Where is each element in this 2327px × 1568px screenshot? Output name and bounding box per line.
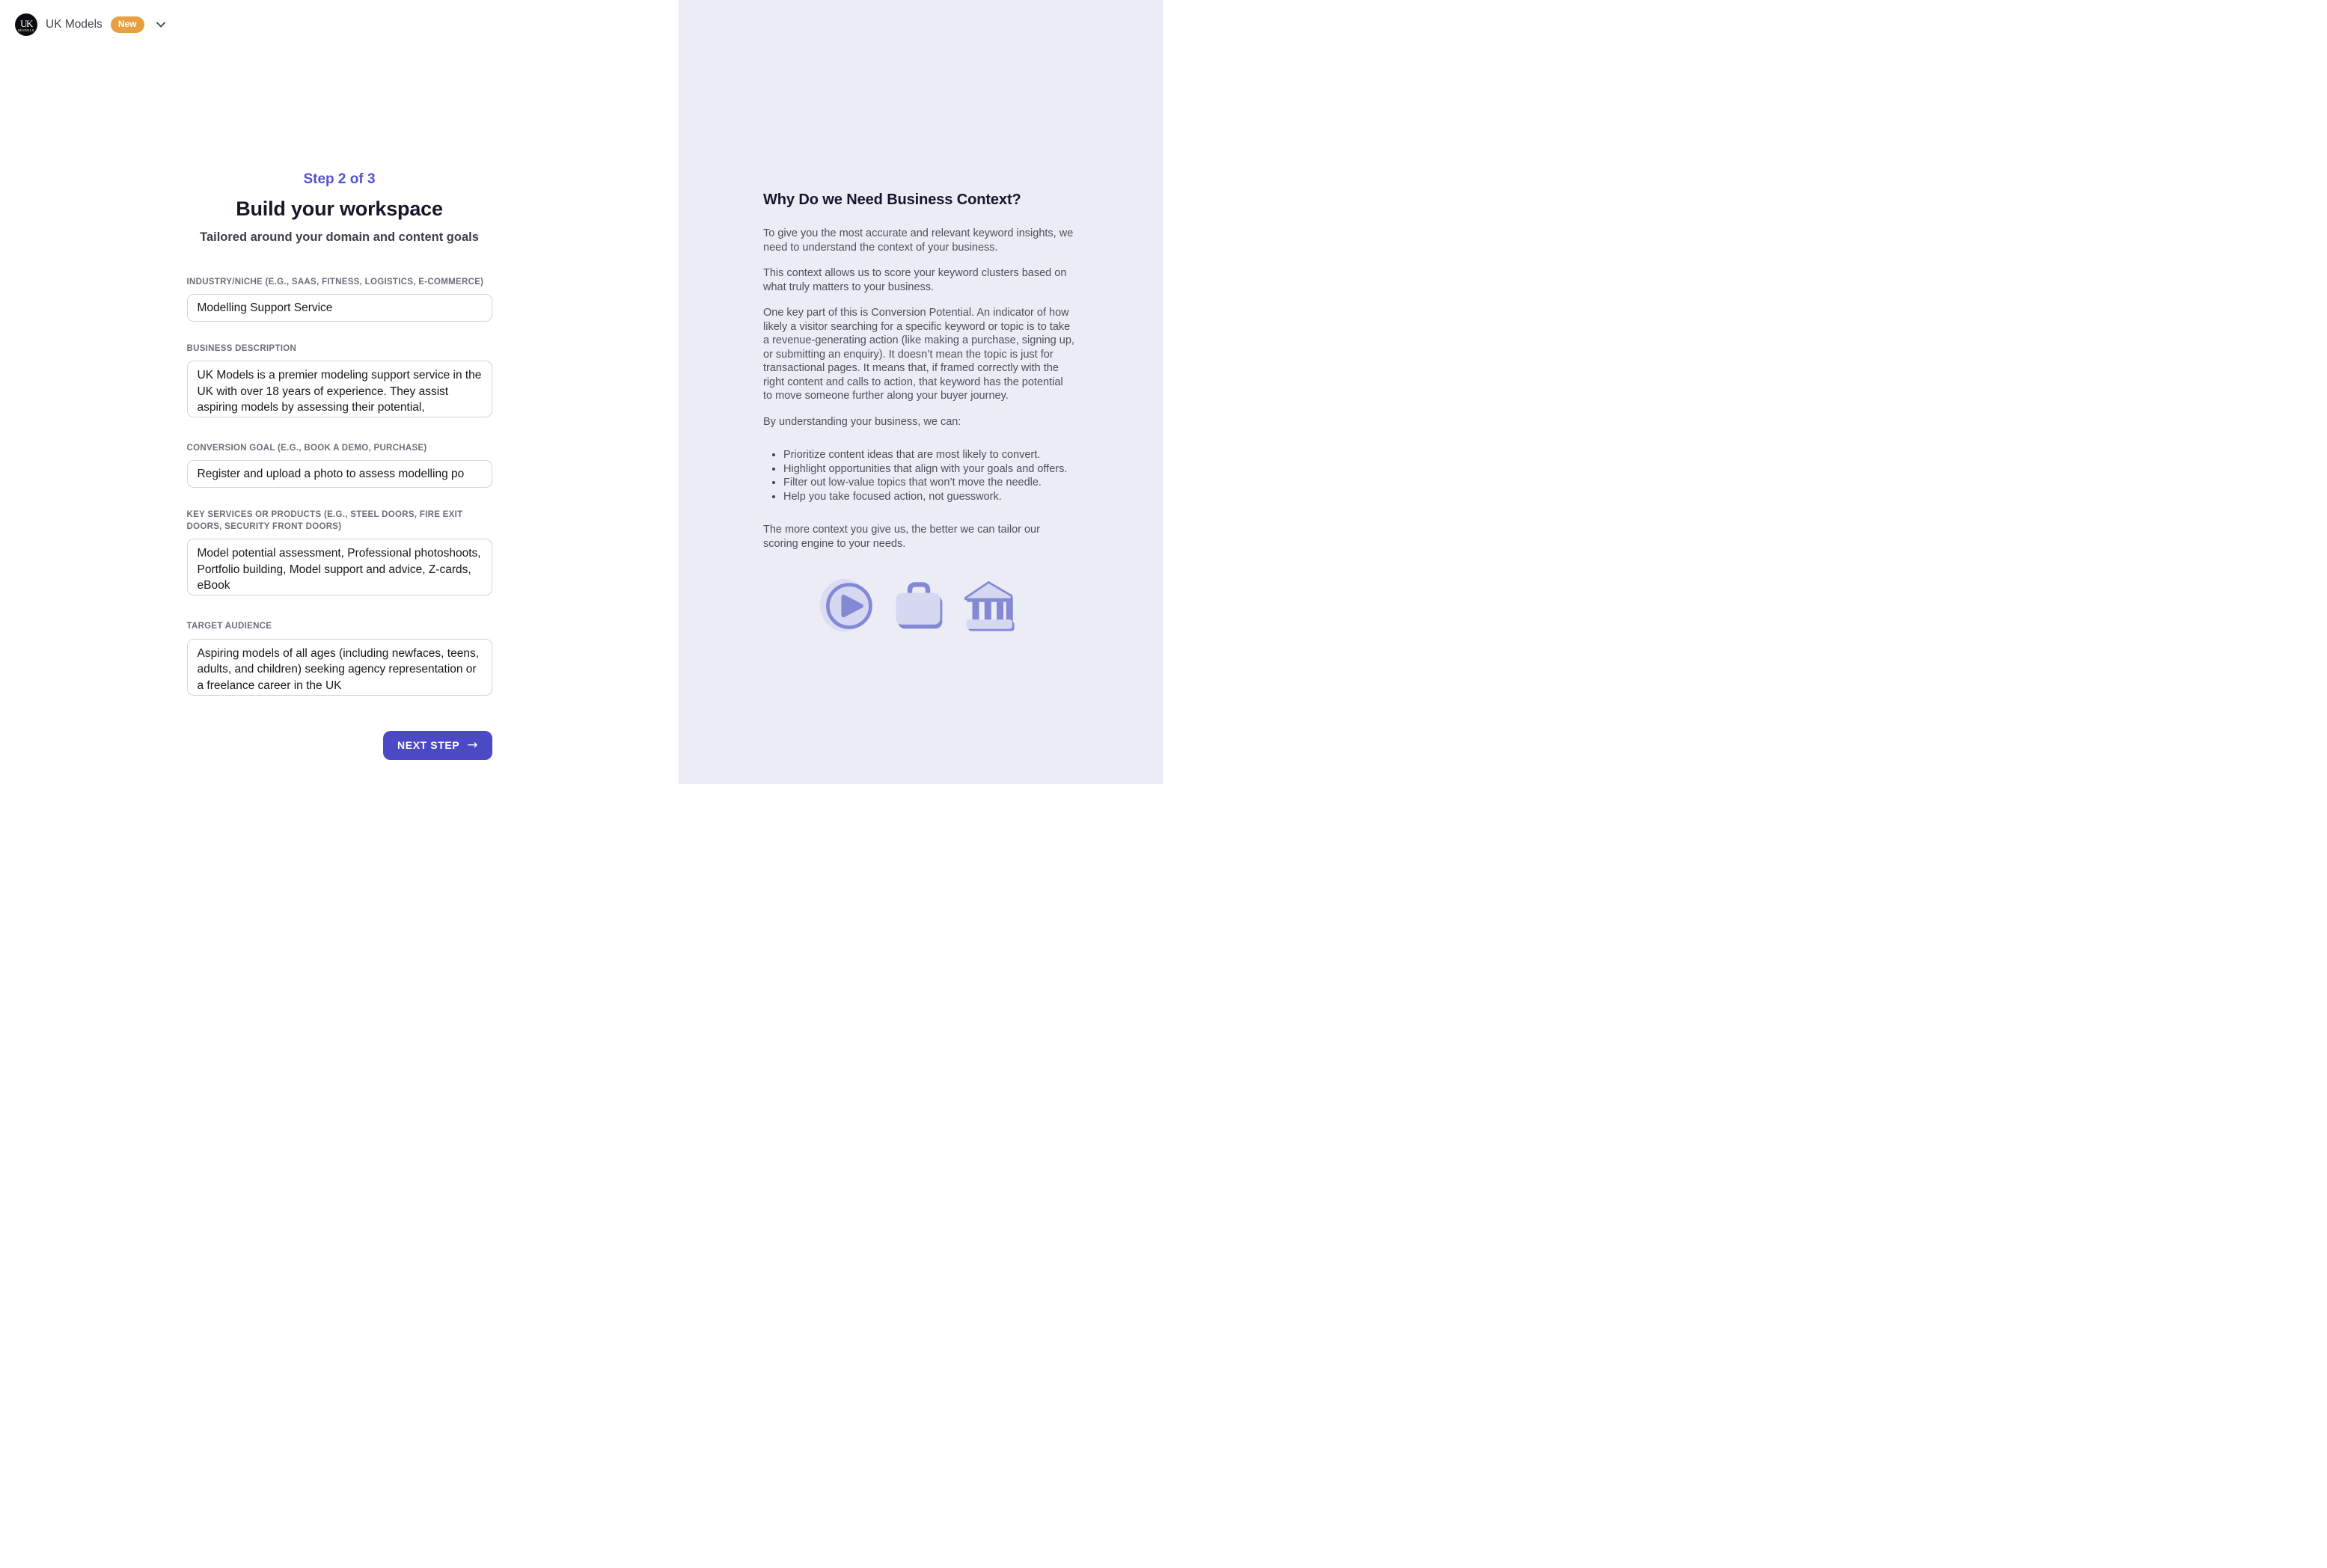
form-panel	[0, 0, 679, 784]
field-industry	[187, 276, 492, 322]
page-subtitle: Tailored around your domain and content goals	[200, 230, 479, 244]
info-paragraph-4: By understanding your business, we can:	[763, 415, 961, 428]
briefcase-icon	[893, 578, 945, 634]
new-badge: New	[111, 16, 144, 32]
page-title: Build your workspace	[236, 197, 443, 220]
target-audience-textarea[interactable]	[187, 639, 492, 696]
play-icon	[819, 578, 876, 634]
business-description-textarea[interactable]	[187, 361, 492, 417]
conversion-goal-input[interactable]	[187, 460, 492, 488]
onboarding-page	[0, 0, 1164, 784]
logo-text-uk: UK	[20, 17, 32, 29]
step-indicator: Step 2 of 3	[303, 171, 376, 187]
info-content	[763, 0, 1074, 634]
field-key-services	[187, 509, 492, 599]
bank-icon	[961, 578, 1018, 634]
field-target-audience	[187, 620, 492, 699]
uk-models-logo	[15, 13, 37, 36]
conversion-goal-label: CONVERSION GOAL (E.G., BOOK A DEMO, PURCHASE)	[186, 444, 427, 453]
workspace-name: UK Models	[46, 18, 103, 31]
workspace-form	[187, 171, 492, 760]
info-paragraph-1: To give you the most accurate and relevant keyword insights, we need to understand the context of your business.	[763, 227, 1074, 254]
industry-input[interactable]	[187, 294, 492, 322]
benefit-item: • Highlight opportunities that align with your goals and offers.	[783, 462, 1074, 477]
benefit-item: • Prioritize content ideas that are most likely to convert.	[783, 448, 1074, 462]
target-audience-label: TARGET AUDIENCE	[186, 622, 272, 631]
info-paragraph-3: One key part of this is Conversion Potential. An indicator of how likely a visitor searching for a specific keyword or topic is to take a revenue-generating action (like making a purchase, signing up, or submitting an enquiry). It doesn’t mean the topic is just for transactional pages. It means that, if framed correctly with the right content and calls to action, that keyword has the potential to move someone further along your buyer journey.	[763, 307, 1074, 402]
industry-label: INDUSTRY/NICHE (E.G., SAAS, FITNESS, LOGISTICS, E-COMMERCE)	[186, 278, 484, 287]
key-services-textarea[interactable]	[187, 539, 492, 595]
form-actions	[187, 731, 492, 760]
field-conversion-goal	[187, 442, 492, 488]
benefit-list	[763, 448, 1074, 503]
decorative-icons	[763, 578, 1074, 634]
info-paragraph-2: This context allows us to score your keyword clusters based on what truly matters to your business.	[763, 267, 1067, 293]
field-business-description	[187, 343, 492, 421]
benefit-item: • Filter out low-value topics that won’t move the needle.	[783, 476, 1074, 490]
key-services-label: KEY SERVICES OR PRODUCTS (E.G., STEEL DOORS, FIRE EXIT DOORS, SECURITY FRONT DOORS)	[186, 510, 463, 532]
closing-paragraph: The more context you give us, the better we can tailor our scoring engine to your needs.	[763, 524, 1040, 550]
info-panel	[679, 0, 1164, 784]
benefit-item: • Help you take focused action, not guesswork.	[783, 490, 1074, 504]
next-step-button[interactable]	[383, 731, 492, 760]
chevron-down-icon[interactable]	[154, 18, 168, 31]
arrow-right-icon: →	[467, 738, 478, 753]
info-heading: Why Do we Need Business Context?	[763, 192, 1021, 208]
workspace-switcher[interactable]	[15, 13, 168, 36]
business-description-label: BUSINESS DESCRIPTION	[186, 344, 297, 354]
logo-text-models: MODELS	[17, 28, 35, 32]
next-step-label: NEXT STEP	[397, 739, 460, 752]
